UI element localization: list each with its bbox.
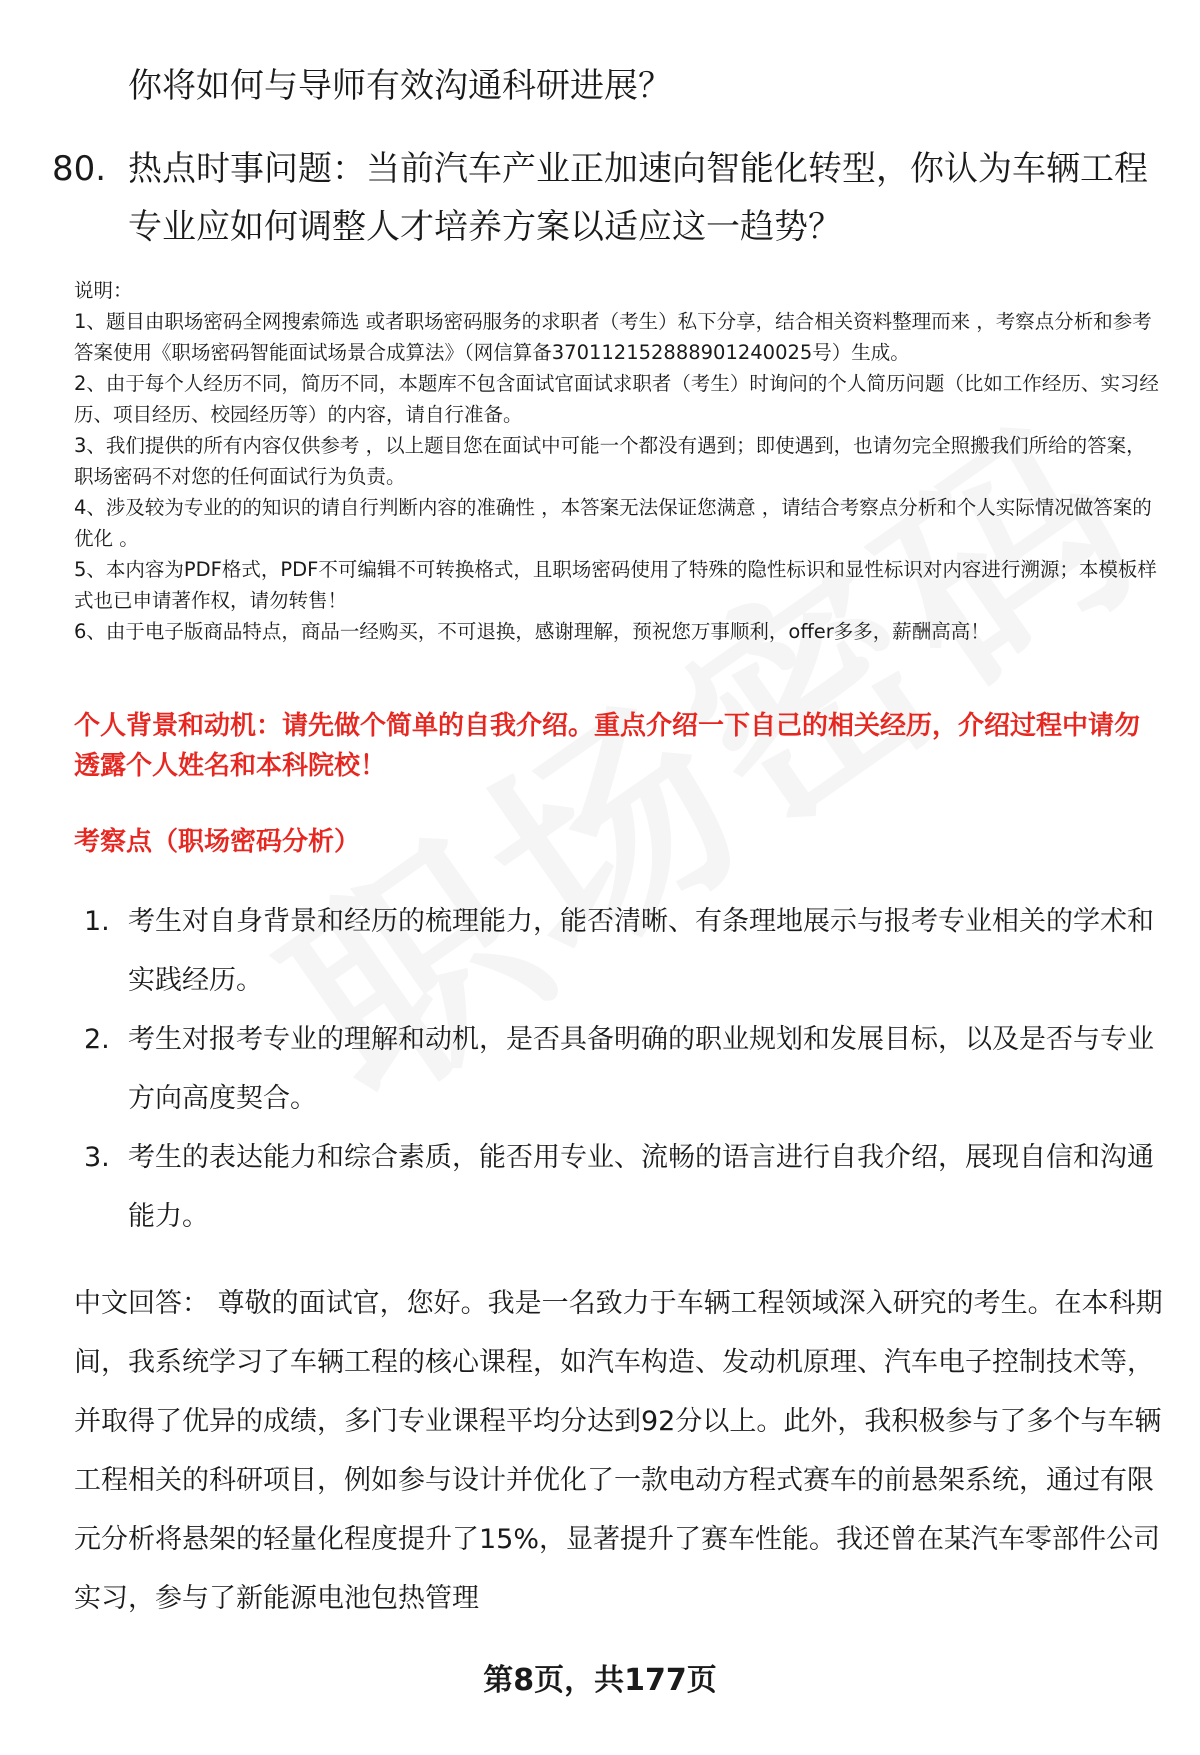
point-number: 1. [84,906,110,937]
note-item: 6、由于电子版商品特点，商品一经购买，不可退换，感谢理解，预祝您万事顺利，offer多多，薪酬高高！ [74,620,990,643]
note-item: 1、题目由职场密码全网搜索筛选 或者职场密码服务的求职者（考生）私下分享，结合相关资料整理而来 ，考察点分析和参考答案使用《职场密码智能面试场景合成算法》（网信算备370112152888901240025号）生成。 [74,310,1152,364]
note-item: 3、我们提供的所有内容仅供参考 ，以上题目您在面试中可能一个都没有遇到；即使遇到，也请勿完全照搬我们所给的答案，职场密码不对您的任何面试行为负责。 [74,434,1146,488]
note-item: 4、涉及较为专业的的知识的请自行判断内容的准确性 ，本答案无法保证您满意 ，请结合考察点分析和个人实际情况做答案的优化 。 [74,496,1152,550]
point-number: 2. [84,1024,110,1055]
analysis-point [74,1128,1164,1246]
page-footer: 第8页，共177页 [483,1663,717,1698]
question-number: 80. [52,149,107,189]
point-text: 考生的表达能力和综合素质，能否用专业、流畅的语言进行自我介绍，展现自信和沟通能力。 [128,1142,1154,1232]
point-number: 3. [84,1142,110,1173]
interview-question: 个人背景和动机：请先做个简单的自我介绍。重点介绍一下自己的相关经历，介绍过程中请勿透露个人姓名和本科院校！ [74,711,1141,781]
analysis-heading: 考察点（职场密码分析） [74,827,361,857]
question-item [52,140,1162,256]
point-text: 考生对自身背景和经历的梳理能力，能否清晰、有条理地展示与报考专业相关的学术和实践经历。 [128,906,1154,996]
point-text: 考生对报考专业的理解和动机，是否具备明确的职业规划和发展目标，以及是否与专业方向高度契合。 [128,1024,1154,1114]
analysis-points [74,892,1164,1246]
note-item: 5、本内容为PDF格式，PDF不可编辑不可转换格式，且职场密码使用了特殊的隐性标识和显性标识对内容进行溯源；本模板样式也已申请著作权，请勿转售！ [74,558,1157,612]
question-text: 热点时事问题：当前汽车产业正加速向智能化转型，你认为车辆工程专业应如何调整人才培养方案以适应这一趋势？ [128,149,1148,247]
analysis-point [74,1010,1164,1128]
notes-block [74,275,1164,647]
question-continuation: 你将如何与导师有效沟通科研进展？ [128,66,672,106]
notes-title: 说明： [74,279,133,302]
answer-text: 中文回答： 尊敬的面试官，您好。我是一名致力于车辆工程领域深入研究的考生。在本科期间，我系统学习了车辆工程的核心课程，如汽车构造、发动机原理、汽车电子控制技术等，并取得了优异的成绩，多门专业课程平均分达到92分以上。此外，我积极参与了多个与车辆工程相关的科研项目，例如参与设计并优化了一款电动方程式赛车的前悬架系统，通过有限元分析将悬架的轻量化程度提升了15%，显著提升了赛车性能。我还曾在某汽车零部件公司实习，参与了新能源电池包热管理 [74,1288,1163,1614]
analysis-point [74,892,1164,1010]
note-item: 2、由于每个人经历不同，简历不同，本题库不包含面试官面试求职者（考生）时询问的个人简历问题（比如工作经历、实习经历、项目经历、校园经历等）的内容，请自行准备。 [74,372,1159,426]
